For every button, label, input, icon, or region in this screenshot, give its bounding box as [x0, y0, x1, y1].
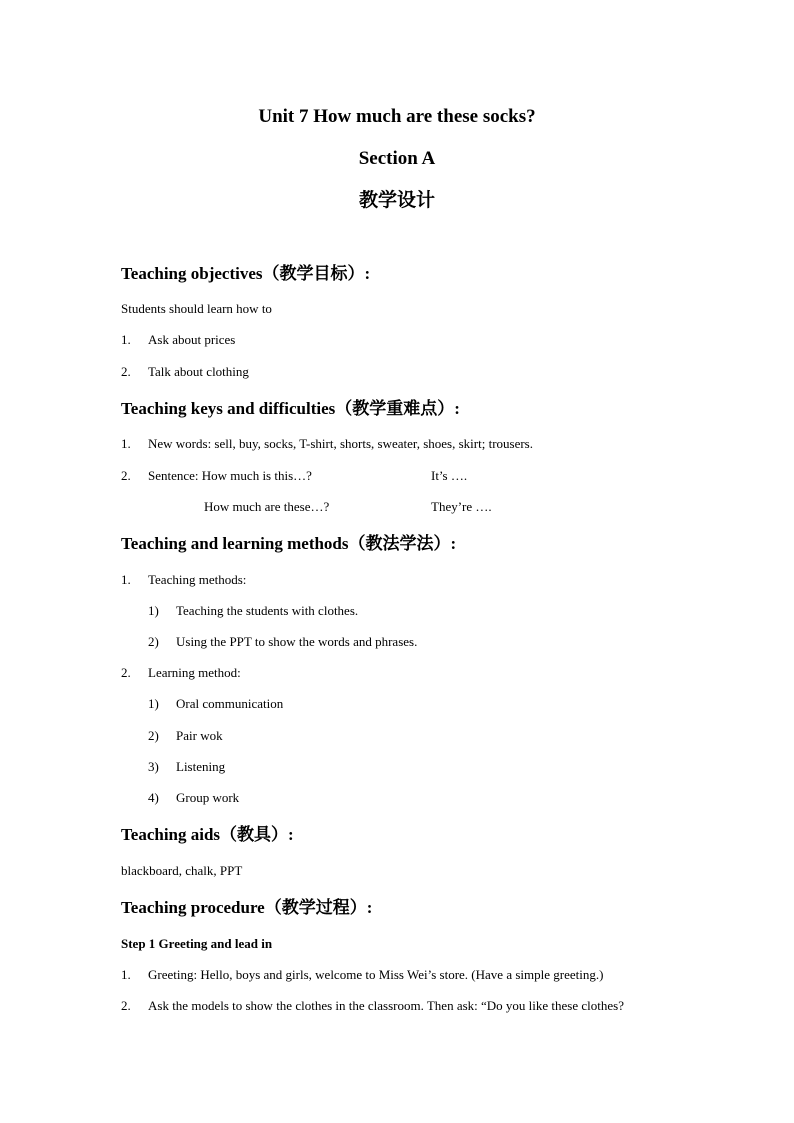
procedure-heading: Teaching procedure（教学过程）: — [121, 898, 373, 917]
sub-item-number: 3) — [148, 759, 159, 774]
procedure-item: Ask the models to show the clothes in the classroom. Then ask: “Do you like these clothes? — [148, 998, 624, 1013]
sub-item-number: 1) — [148, 696, 159, 711]
section-title: Section A — [358, 148, 436, 169]
sub-item-number: 2) — [148, 634, 159, 649]
objective-item: Ask about prices — [148, 332, 236, 347]
keys-heading: Teaching keys and difficulties（教学重难点）: — [121, 399, 460, 418]
sentence-answer-2: They’re …. — [431, 499, 492, 514]
learning-method-label: Learning method: — [148, 665, 241, 680]
design-title: 教学设计 — [358, 190, 435, 211]
sub-item-number: 4) — [148, 790, 159, 805]
methods-heading: Teaching and learning methods（教法学法）: — [121, 534, 457, 553]
objectives-heading: Teaching objectives（教学目标）: — [121, 264, 371, 283]
document-title: Unit 7 How much are these socks? — [258, 106, 536, 127]
keys-number: 1. — [121, 436, 131, 451]
objective-number: 2. — [121, 364, 131, 379]
objectives-intro: Students should learn how to — [121, 301, 272, 316]
methods-number: 2. — [121, 665, 131, 680]
methods-number: 1. — [121, 572, 131, 587]
learning-method-item: Oral communication — [176, 696, 284, 711]
learning-method-item: Pair wok — [176, 728, 223, 743]
sub-item-number: 1) — [148, 603, 159, 618]
sentence-answer-1: It’s …. — [431, 468, 468, 483]
procedure-number: 1. — [121, 967, 131, 982]
aids-heading: Teaching aids（教具）: — [121, 825, 294, 844]
objective-number: 1. — [121, 332, 131, 347]
sentence-question-1: Sentence: How much is this…? — [148, 468, 312, 483]
learning-method-item: Listening — [176, 759, 226, 774]
keys-number: 2. — [121, 468, 131, 483]
sub-item-number: 2) — [148, 728, 159, 743]
procedure-number: 2. — [121, 998, 131, 1013]
new-words-text: New words: sell, buy, socks, T-shirt, shorts, sweater, shoes, skirt; trousers. — [148, 436, 533, 451]
procedure-item: Greeting: Hello, boys and girls, welcome to Miss Wei’s store. (Have a simple greeting.) — [148, 967, 604, 982]
sentence-question-2: How much are these…? — [204, 499, 330, 514]
aids-text: blackboard, chalk, PPT — [121, 863, 243, 878]
teaching-method-item: Using the PPT to show the words and phrases. — [176, 634, 418, 649]
teaching-methods-label: Teaching methods: — [148, 572, 247, 587]
learning-method-item: Group work — [176, 790, 240, 805]
step-heading: Step 1 Greeting and lead in — [121, 936, 273, 951]
objective-item: Talk about clothing — [148, 364, 249, 379]
teaching-method-item: Teaching the students with clothes. — [176, 603, 359, 618]
